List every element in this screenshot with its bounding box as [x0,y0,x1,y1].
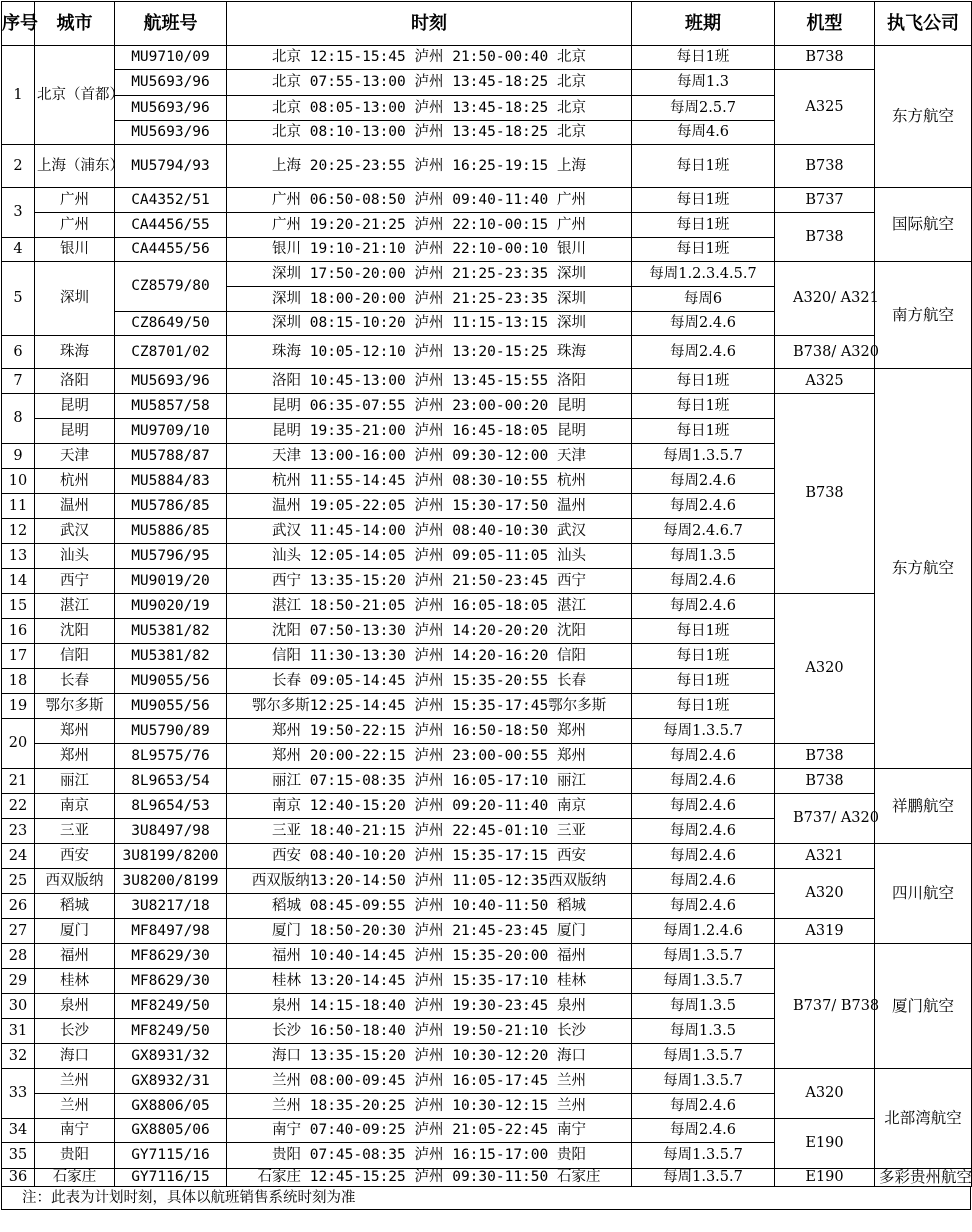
frequency-cell: 每周2.4.6 [632,494,775,519]
city-cell: 广州 [35,188,115,213]
table-row [2,1069,972,1094]
frequency-cell: 每周1.3 [632,70,775,96]
seq-cell: 11 [2,494,35,519]
flight-number-cell: MU5786/85 [115,494,227,519]
table-row [2,594,972,619]
aircraft-cell: B738 [775,744,875,769]
schedule-cell: 信阳 11:30-13:30 泸州 14:20-16:20 信阳 [227,644,632,669]
schedule-cell: 三亚 18:40-21:15 泸州 22:45-01:10 三亚 [227,819,632,844]
header-flight: 航班号 [115,2,227,46]
schedule-cell: 广州 19:20-21:25 泸州 22:10-00:15 广州 [227,213,632,238]
aircraft-cell: A319 [775,919,875,944]
seq-cell: 32 [2,1044,35,1069]
seq-cell: 1 [2,46,35,145]
table-row [2,188,972,213]
frequency-cell: 每周1.3.5 [632,544,775,569]
aircraft-cell: A320/ A321 [775,262,875,336]
frequency-cell: 每周1.3.5 [632,994,775,1019]
seq-cell: 25 [2,869,35,894]
seq-cell: 6 [2,336,35,369]
table-row [2,769,972,794]
aircraft-cell: B738 [775,394,875,594]
schedule-cell: 鄂尔多斯12:25-14:45 泸州 15:35-17:45鄂尔多斯 [227,694,632,719]
table-row [2,944,972,969]
city-cell: 泉州 [35,994,115,1019]
header-city: 城市 [35,2,115,46]
airline-cell: 国际航空 [875,188,972,262]
schedule-cell: 南宁 07:40-09:25 泸州 21:05-22:45 南宁 [227,1119,632,1143]
table-row [2,145,972,188]
frequency-cell: 每周6 [632,287,775,312]
schedule-cell: 武汉 11:45-14:00 泸州 08:40-10:30 武汉 [227,519,632,544]
seq-cell: 35 [2,1143,35,1169]
flight-number-cell: 3U8497/98 [115,819,227,844]
schedule-cell: 汕头 12:05-14:05 泸州 09:05-11:05 汕头 [227,544,632,569]
frequency-cell: 每周2.4.6 [632,894,775,919]
schedule-cell: 兰州 08:00-09:45 泸州 16:05-17:45 兰州 [227,1069,632,1094]
flight-number-cell: MU5693/96 [115,96,227,121]
frequency-cell: 每日1班 [632,394,775,419]
aircraft-cell: B737/ B738 [775,944,875,1069]
header-schedule: 时刻 [227,2,632,46]
city-cell: 信阳 [35,644,115,669]
seq-cell: 14 [2,569,35,594]
flight-number-cell: CA4455/56 [115,238,227,262]
city-cell: 丽江 [35,769,115,794]
aircraft-cell: E190 [775,1169,875,1187]
frequency-cell: 每周1.3.5.7 [632,1069,775,1094]
frequency-cell: 每日1班 [632,188,775,213]
flight-number-cell: MU5381/82 [115,644,227,669]
schedule-cell: 昆明 19:35-21:00 泸州 16:45-18:05 昆明 [227,419,632,444]
frequency-cell: 每日1班 [632,694,775,719]
seq-cell: 21 [2,769,35,794]
header-row [2,2,972,46]
frequency-cell: 每日1班 [632,145,775,188]
city-cell: 珠海 [35,336,115,369]
seq-cell: 28 [2,944,35,969]
table-row [2,70,972,96]
city-cell: 武汉 [35,519,115,544]
aircraft-cell: B737 [775,188,875,213]
flight-number-cell: CZ8701/02 [115,336,227,369]
schedule-cell: 郑州 19:50-22:15 泸州 16:50-18:50 郑州 [227,719,632,744]
seq-cell: 22 [2,794,35,819]
seq-cell: 30 [2,994,35,1019]
flight-number-cell: MU9020/19 [115,594,227,619]
seq-cell: 29 [2,969,35,994]
frequency-cell: 每日1班 [632,644,775,669]
flight-number-cell: GX8931/32 [115,1044,227,1069]
frequency-cell: 每周2.4.6 [632,1119,775,1143]
schedule-cell: 深圳 18:00-20:00 泸州 21:25-23:35 深圳 [227,287,632,312]
seq-cell: 16 [2,619,35,644]
flight-number-cell: MU9710/09 [115,46,227,70]
city-cell: 西双版纳 [35,869,115,894]
city-cell: 广州 [35,213,115,238]
flight-number-cell: MU5796/95 [115,544,227,569]
city-cell: 南京 [35,794,115,819]
schedule-cell: 沈阳 07:50-13:30 泸州 14:20-20:20 沈阳 [227,619,632,644]
frequency-cell: 每日1班 [632,46,775,70]
seq-cell: 9 [2,444,35,469]
schedule-cell: 珠海 10:05-12:10 泸州 13:20-15:25 珠海 [227,336,632,369]
schedule-cell: 北京 08:10-13:00 泸州 13:45-18:25 北京 [227,121,632,145]
flight-number-cell: CA4352/51 [115,188,227,213]
aircraft-cell: A320 [775,869,875,919]
flight-number-cell: MF8249/50 [115,1019,227,1044]
schedule-cell: 海口 13:35-15:20 泸州 10:30-12:20 海口 [227,1044,632,1069]
flight-number-cell: MU5693/96 [115,70,227,96]
city-cell: 温州 [35,494,115,519]
aircraft-cell: B737/ A320 [775,794,875,844]
frequency-cell: 每周2.4.6 [632,312,775,336]
table-row [2,744,972,769]
airline-cell: 厦门航空 [875,944,972,1069]
aircraft-cell: B738 [775,145,875,188]
city-cell: 北京（首都） [35,46,115,145]
frequency-cell: 每周2.4.6 [632,794,775,819]
schedule-cell: 洛阳 10:45-13:00 泸州 13:45-15:55 洛阳 [227,369,632,394]
city-cell: 海口 [35,1044,115,1069]
schedule-cell: 南京 12:40-15:20 泸州 09:20-11:40 南京 [227,794,632,819]
seq-cell: 18 [2,669,35,694]
schedule-cell: 北京 08:05-13:00 泸州 13:45-18:25 北京 [227,96,632,121]
schedule-cell: 天津 13:00-16:00 泸州 09:30-12:00 天津 [227,444,632,469]
seq-cell: 31 [2,1019,35,1044]
aircraft-cell: B738 [775,46,875,70]
city-cell: 西宁 [35,569,115,594]
flight-number-cell: MU5693/96 [115,369,227,394]
flight-number-cell: MU9709/10 [115,419,227,444]
flight-number-cell: GY7116/15 [115,1169,227,1187]
city-cell: 三亚 [35,819,115,844]
table-row [2,794,972,819]
frequency-cell: 每周1.3.5.7 [632,1169,775,1187]
seq-cell: 17 [2,644,35,669]
table-row [2,919,972,944]
schedule-cell: 昆明 06:35-07:55 泸州 23:00-00:20 昆明 [227,394,632,419]
flight-number-cell: 8L9654/53 [115,794,227,819]
flight-number-cell: MF8629/30 [115,944,227,969]
frequency-cell: 每周2.4.6 [632,336,775,369]
city-cell: 银川 [35,238,115,262]
flight-number-cell: 3U8217/18 [115,894,227,919]
frequency-cell: 每周1.3.5 [632,1019,775,1044]
airline-cell: 东方航空 [875,369,972,769]
schedule-cell: 温州 19:05-22:05 泸州 15:30-17:50 温州 [227,494,632,519]
flight-number-cell: GY7115/16 [115,1143,227,1169]
frequency-cell: 每日1班 [632,238,775,262]
header-seq: 序号 [2,2,35,46]
table-row [2,844,972,869]
city-cell: 湛江 [35,594,115,619]
flight-number-cell: MF8629/30 [115,969,227,994]
flight-number-cell: GX8805/06 [115,1119,227,1143]
city-cell: 南宁 [35,1119,115,1143]
frequency-cell: 每周1.3.5.7 [632,944,775,969]
table-row [2,1169,972,1187]
flight-number-cell: CZ8579/80 [115,262,227,312]
seq-cell: 5 [2,262,35,336]
table-row [2,394,972,419]
city-cell: 长春 [35,669,115,694]
frequency-cell: 每周2.4.6 [632,469,775,494]
city-cell: 稻城 [35,894,115,919]
airline-cell: 四川航空 [875,844,972,944]
city-cell: 桂林 [35,969,115,994]
footnote: 注：此表为计划时刻，具体以航班销售系统时刻为准 [1,1187,971,1210]
table-row [2,262,972,287]
aircraft-cell: A325 [775,70,875,145]
flight-number-cell: 3U8200/8199 [115,869,227,894]
table-row [2,336,972,369]
frequency-cell: 每周2.4.6 [632,569,775,594]
schedule-cell: 深圳 17:50-20:00 泸州 21:25-23:35 深圳 [227,262,632,287]
city-cell: 昆明 [35,394,115,419]
schedule-cell: 长春 09:05-14:45 泸州 15:35-20:55 长春 [227,669,632,694]
seq-cell: 13 [2,544,35,569]
city-cell: 长沙 [35,1019,115,1044]
schedule-cell: 丽江 07:15-08:35 泸州 16:05-17:10 丽江 [227,769,632,794]
airline-cell: 祥鹏航空 [875,769,972,844]
table-body [2,46,972,1187]
frequency-cell: 每周1.3.5.7 [632,1143,775,1169]
table-row [2,869,972,894]
city-cell: 天津 [35,444,115,469]
schedule-cell: 贵阳 07:45-08:35 泸州 16:15-17:00 贵阳 [227,1143,632,1169]
schedule-cell: 兰州 18:35-20:25 泸州 10:30-12:15 兰州 [227,1094,632,1119]
table-row [2,46,972,70]
city-cell: 上海（浦东） [35,145,115,188]
frequency-cell: 每周2.4.6 [632,744,775,769]
seq-cell: 4 [2,238,35,262]
airline-cell: 南方航空 [875,262,972,369]
aircraft-cell: A320 [775,1069,875,1119]
flight-schedule-table [1,1,972,1187]
table-row [2,369,972,394]
schedule-cell: 稻城 08:45-09:55 泸州 10:40-11:50 稻城 [227,894,632,919]
city-cell: 厦门 [35,919,115,944]
city-cell: 郑州 [35,719,115,744]
schedule-cell: 郑州 20:00-22:15 泸州 23:00-00:55 郑州 [227,744,632,769]
city-cell: 兰州 [35,1094,115,1119]
city-cell: 杭州 [35,469,115,494]
seq-cell: 19 [2,694,35,719]
flight-number-cell: MU5693/96 [115,121,227,145]
airline-cell: 北部湾航空 [875,1069,972,1169]
schedule-cell: 广州 06:50-08:50 泸州 09:40-11:40 广州 [227,188,632,213]
frequency-cell: 每周1.2.3.4.5.7 [632,262,775,287]
frequency-cell: 每周1.3.5.7 [632,969,775,994]
flight-number-cell: MU5788/87 [115,444,227,469]
city-cell: 鄂尔多斯 [35,694,115,719]
airline-cell: 东方航空 [875,46,972,188]
flight-number-cell: MU9055/56 [115,694,227,719]
seq-cell: 8 [2,394,35,444]
frequency-cell: 每周2.4.6 [632,769,775,794]
flight-number-cell: MU9055/56 [115,669,227,694]
frequency-cell: 每日1班 [632,369,775,394]
frequency-cell: 每日1班 [632,669,775,694]
schedule-cell: 杭州 11:55-14:45 泸州 08:30-10:55 杭州 [227,469,632,494]
flight-number-cell: 3U8199/8200 [115,844,227,869]
seq-cell: 15 [2,594,35,619]
header-airline: 执飞公司 [875,2,972,46]
seq-cell: 33 [2,1069,35,1119]
header-frequency: 班期 [632,2,775,46]
city-cell: 福州 [35,944,115,969]
frequency-cell: 每日1班 [632,619,775,644]
city-cell: 昆明 [35,419,115,444]
city-cell: 石家庄 [35,1169,115,1187]
table-row [2,1119,972,1143]
airline-cell: 多彩贵州航空 [875,1169,972,1187]
header-aircraft: 机型 [775,2,875,46]
city-cell: 沈阳 [35,619,115,644]
schedule-cell: 北京 07:55-13:00 泸州 13:45-18:25 北京 [227,70,632,96]
flight-number-cell: 8L9575/76 [115,744,227,769]
table-row [2,213,972,238]
seq-cell: 3 [2,188,35,238]
flight-number-cell: MF8249/50 [115,994,227,1019]
frequency-cell: 每周2.4.6 [632,819,775,844]
aircraft-cell: B738/ A320 [775,336,875,369]
schedule-cell: 湛江 18:50-21:05 泸州 16:05-18:05 湛江 [227,594,632,619]
aircraft-cell: A320 [775,594,875,744]
schedule-cell: 长沙 16:50-18:40 泸州 19:50-21:10 长沙 [227,1019,632,1044]
flight-number-cell: MU5794/93 [115,145,227,188]
flight-number-cell: MU9019/20 [115,569,227,594]
seq-cell: 34 [2,1119,35,1143]
aircraft-cell: B738 [775,769,875,794]
frequency-cell: 每周1.3.5.7 [632,444,775,469]
flight-number-cell: MU5884/83 [115,469,227,494]
aircraft-cell: E190 [775,1119,875,1169]
flight-number-cell: MF8497/98 [115,919,227,944]
city-cell: 洛阳 [35,369,115,394]
frequency-cell: 每周2.4.6 [632,869,775,894]
flight-number-cell: MU5857/58 [115,394,227,419]
schedule-cell: 上海 20:25-23:55 泸州 16:25-19:15 上海 [227,145,632,188]
schedule-cell: 福州 10:40-14:45 泸州 15:35-20:00 福州 [227,944,632,969]
frequency-cell: 每周2.4.6 [632,844,775,869]
schedule-cell: 西双版纳13:20-14:50 泸州 11:05-12:35西双版纳 [227,869,632,894]
flight-number-cell: MU5790/89 [115,719,227,744]
flight-number-cell: GX8932/31 [115,1069,227,1094]
frequency-cell: 每周1.3.5.7 [632,1044,775,1069]
seq-cell: 12 [2,519,35,544]
seq-cell: 10 [2,469,35,494]
schedule-cell: 泉州 14:15-18:40 泸州 19:30-23:45 泉州 [227,994,632,1019]
frequency-cell: 每周1.2.4.6 [632,919,775,944]
seq-cell: 2 [2,145,35,188]
frequency-cell: 每周1.3.5.7 [632,719,775,744]
schedule-cell: 西安 08:40-10:20 泸州 15:35-17:15 西安 [227,844,632,869]
flight-number-cell: GX8806/05 [115,1094,227,1119]
city-cell: 深圳 [35,262,115,336]
seq-cell: 23 [2,819,35,844]
frequency-cell: 每周4.6 [632,121,775,145]
flight-number-cell: CZ8649/50 [115,312,227,336]
city-cell: 汕头 [35,544,115,569]
frequency-cell: 每周2.5.7 [632,96,775,121]
city-cell: 西安 [35,844,115,869]
frequency-cell: 每周2.4.6 [632,1094,775,1119]
flight-number-cell: CA4456/55 [115,213,227,238]
city-cell: 兰州 [35,1069,115,1094]
flight-number-cell: MU5381/82 [115,619,227,644]
schedule-cell: 西宁 13:35-15:20 泸州 21:50-23:45 西宁 [227,569,632,594]
flight-number-cell: MU5886/85 [115,519,227,544]
city-cell: 贵阳 [35,1143,115,1169]
city-cell: 郑州 [35,744,115,769]
schedule-cell: 桂林 13:20-14:45 泸州 15:35-17:10 桂林 [227,969,632,994]
frequency-cell: 每日1班 [632,213,775,238]
seq-cell: 36 [2,1169,35,1187]
flight-number-cell: 8L9653/54 [115,769,227,794]
seq-cell: 26 [2,894,35,919]
seq-cell: 7 [2,369,35,394]
aircraft-cell: B738 [775,213,875,262]
frequency-cell: 每周2.4.6.7 [632,519,775,544]
seq-cell: 24 [2,844,35,869]
frequency-cell: 每日1班 [632,419,775,444]
schedule-cell: 厦门 18:50-20:30 泸州 21:45-23:45 厦门 [227,919,632,944]
aircraft-cell: A325 [775,369,875,394]
schedule-cell: 石家庄 12:45-15:25 泸州 09:30-11:50 石家庄 [227,1169,632,1187]
aircraft-cell: A321 [775,844,875,869]
schedule-cell: 深圳 08:15-10:20 泸州 11:15-13:15 深圳 [227,312,632,336]
seq-cell: 27 [2,919,35,944]
seq-cell: 20 [2,719,35,769]
schedule-cell: 银川 19:10-21:10 泸州 22:10-00:10 银川 [227,238,632,262]
schedule-cell: 北京 12:15-15:45 泸州 21:50-00:40 北京 [227,46,632,70]
frequency-cell: 每周2.4.6 [632,594,775,619]
